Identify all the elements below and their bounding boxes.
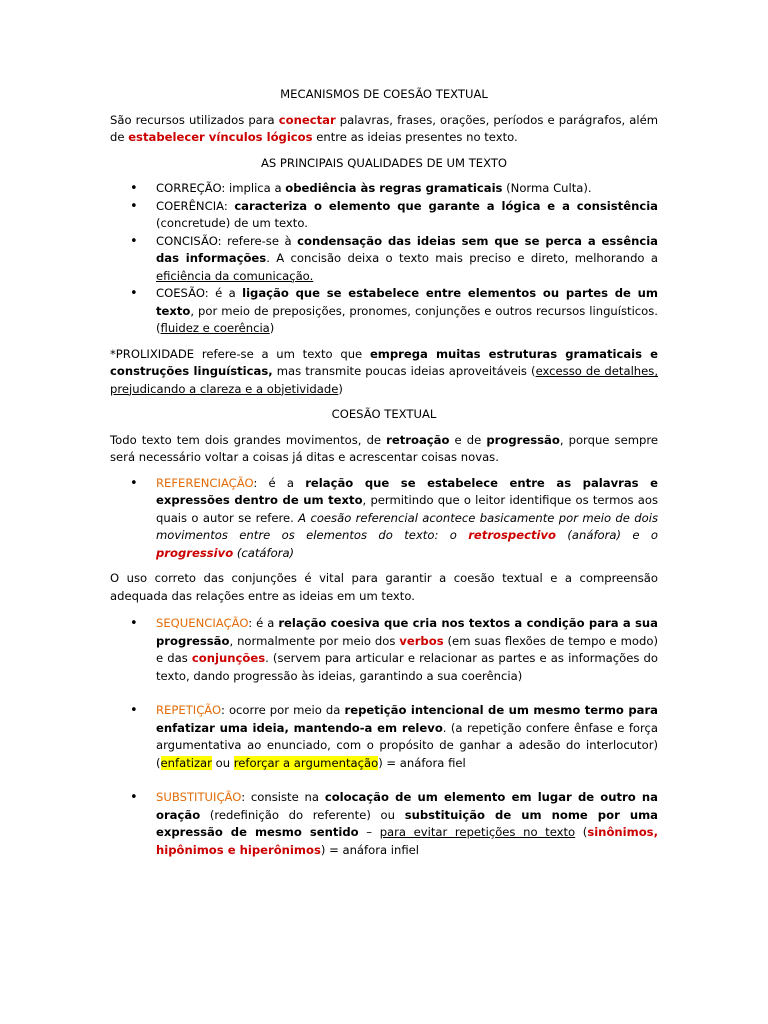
qualities-list [110,180,658,338]
bullet-icon: • [130,198,138,214]
document-title: MECANISMOS DE COESÃO TEXTUAL [280,87,488,101]
bullet-icon: • [130,790,138,805]
bullet-icon: • [130,475,138,491]
intro-paragraph: São recursos utilizados para conectar palavras, frases, orações, períodos e parágrafos, além de estabelecer vínculos lógicos entre as ideias presentes no texto. [110,112,659,144]
bullet-icon: • [130,616,138,631]
list-item-coesao: • COESÃO: é a ligação que se estabelece entre elementos ou partes de um texto, por meio de preposições, pronomes, conjunções e outros recursos linguísticos. (fluidez e coerência) [130,286,658,335]
list-item-referenciacao: • REFERENCIAÇÃO: é a relação que se estabelece entre as palavras e expressões dentro de um texto, permitindo que o leitor identifique os termos aos quais o autor se refere. A coesão referencial acontece basicamente por meio de dois movimentos entre os elementos do texto: o retrospectivo (anáfora) e o progressivo (catáfora) [130,475,659,560]
list-item-correcao: • CORREÇÃO: implica a obediência às regras gramaticais (Norma Culta). [130,181,592,196]
list-item-coerencia: • COERÊNCIA: caracteriza o elemento que garante a lógica e a consistência (concretude) de um texto. [130,198,659,230]
coesao-heading: COESÃO TEXTUAL [331,407,437,421]
movimentos-paragraph: Todo texto tem dois grandes movimentos, de retroação e de progressão, porque sempre será necessário voltar a coisas já ditas e acrescentar coisas novas. [110,432,659,464]
bullet-icon: • [130,703,138,718]
referenciacao-list [110,475,658,563]
conjuncoes-paragraph: O uso correto das conjunções é vital para garantir a coesão textual e a compreensão adequada das relações entre as ideias em um texto. [110,571,658,603]
mecanismos-list [110,615,658,859]
bullet-icon: • [130,286,138,301]
bullet-icon: • [130,233,138,249]
list-item-concisao: • CONCISÃO: refere-se à condensação das ideias sem que se perca a essência das informações. A concisão deixa o texto mais preciso e direto, melhorando a eficiência da comunicação. [130,233,658,283]
qualities-heading: AS PRINCIPAIS QUALIDADES DE UM TEXTO [260,155,508,170]
prolixidade-paragraph: *PROLIXIDADE refere-se a um texto que emprega muitas estruturas gramaticais e construções linguísticas, mas transmite poucas ideias aproveitáveis (excesso de detalhes, prejudicando a clareza e a objetividade) [110,346,659,396]
document-body [110,86,658,859]
list-item-sequenciacao: • SEQUENCIAÇÃO: é a relação coesiva que cria nos textos a condição para a sua progressão, normalmente por meio dos verbos (em suas flexões de tempo e modo) e das conjunções. (servem para articular e relacionar as partes e as informações do texto, dando progressão às ideias, garantindo a sua coerência) [130,616,659,683]
list-item-substituicao: • SUBSTITUIÇÃO: consiste na colocação de um elemento em lugar de outro na oração (redefinição do referente) ou substituição de um nome por uma expressão de mesmo sentido – para evitar repetições no texto (sinônimos, hipônimos e hiperônimos) = anáfora infiel [130,790,658,857]
list-item-repeticao: • REPETIÇÃO: ocorre por meio da repetição intencional de um mesmo termo para enfatizar uma ideia, mantendo-a em relevo. (a repetição confere ênfase e força argumentativa ao enunciado, com o propósito de ganhar a adesão do interlocutor) (enfatizar ou reforçar a argumentação) = anáfora fiel [130,703,658,770]
bullet-icon: • [130,181,138,196]
